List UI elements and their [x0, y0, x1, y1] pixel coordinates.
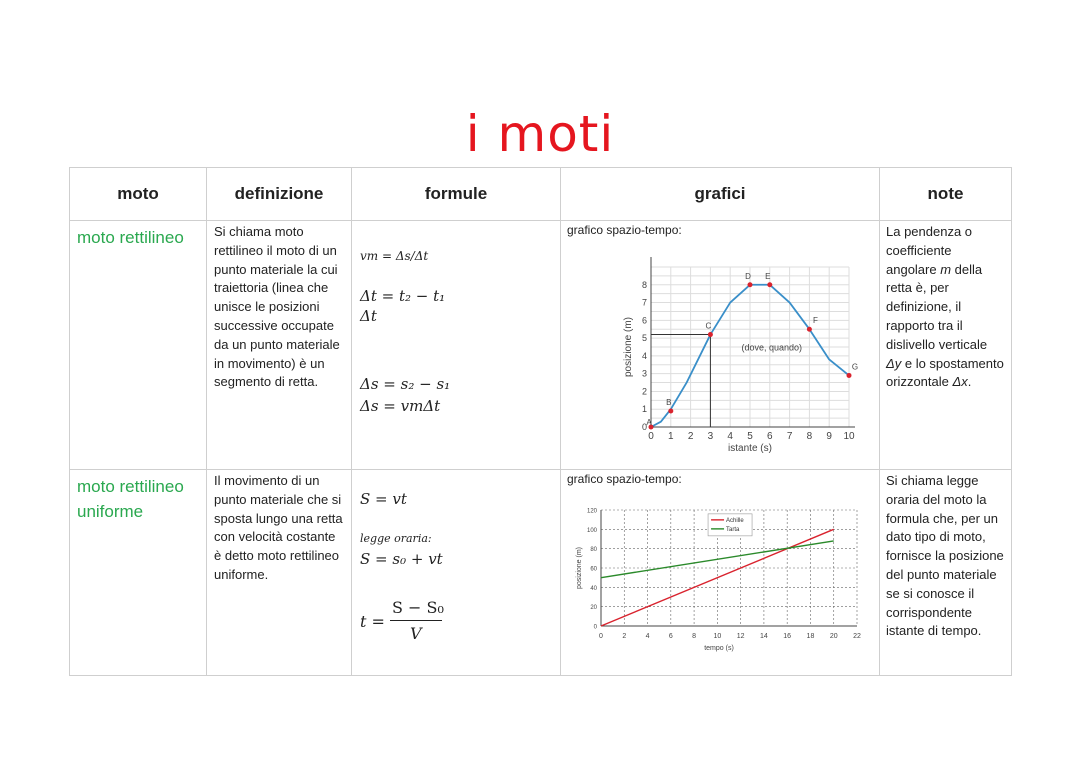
y-tick-label: 6 — [641, 315, 647, 326]
data-point — [748, 282, 753, 287]
formula-dt-2: Δt — [360, 307, 377, 325]
header-row — [70, 168, 1012, 221]
y-tick-label: 1 — [641, 404, 647, 415]
x-tick-label: 6 — [668, 633, 673, 640]
y-tick-label: 4 — [641, 350, 647, 361]
x-tick-label: 20 — [829, 633, 838, 640]
note-m: m — [940, 261, 952, 277]
x-tick-label: 2 — [622, 633, 627, 640]
y-tick-label: 60 — [590, 566, 597, 573]
point-label: D — [745, 271, 751, 281]
page-title: i moti — [465, 105, 615, 163]
moti-table — [69, 167, 1012, 676]
legend-label: Tarta — [726, 526, 740, 533]
header-formule: formule — [352, 168, 561, 221]
x-tick-label: 14 — [760, 633, 768, 640]
x-axis-label: istante (s) — [728, 443, 772, 454]
x-tick-label: 8 — [692, 633, 697, 640]
y-axis-label: posizione (m) — [576, 546, 583, 590]
formula-t-num: S − S₀ — [392, 598, 444, 617]
formule-cell — [352, 470, 561, 676]
formula-t-lhs: t = — [360, 612, 385, 631]
y-tick-label: 5 — [641, 333, 647, 344]
grafici-cell — [561, 221, 880, 470]
note-dy: Δy — [886, 355, 902, 371]
formula-svt: S = vt — [360, 490, 407, 508]
note-text: e lo spostamento orizzontale — [886, 355, 1004, 390]
y-tick-label: 7 — [641, 297, 647, 308]
y-tick-label: 120 — [586, 508, 597, 515]
y-axis-label: posizione (m) — [623, 316, 634, 378]
table-row — [70, 470, 1012, 676]
y-tick-label: 80 — [590, 547, 597, 554]
data-point — [767, 282, 772, 287]
formula-ds: Δs = s₂ − s₁ — [360, 375, 451, 393]
point-label: A — [646, 418, 652, 427]
definizione-cell: Il movimento di un punto materiale che si sposta lungo una retta con velocità costante è detto moto rettilineo uniforme. — [207, 470, 352, 676]
chart-achille-tarta — [571, 502, 871, 667]
grafici-cell — [561, 470, 880, 676]
data-point — [668, 409, 673, 414]
grafico-label: grafico spazio-tempo: — [567, 223, 682, 237]
x-tick-label: 1 — [668, 431, 674, 442]
note-text: La pendenza o coefficiente angolare — [886, 224, 973, 277]
note-text: della retta è, per definizione, il rapporto tra il dislivello verticale — [886, 261, 988, 352]
point-label: F — [812, 316, 818, 326]
header-moto: moto — [70, 168, 207, 221]
point-label: B — [666, 398, 672, 407]
x-tick-label: 7 — [786, 431, 793, 442]
y-tick-label: 0 — [641, 422, 647, 432]
formula-s0: S = s₀ + vt — [360, 550, 443, 568]
data-point — [807, 327, 812, 332]
x-tick-label: 2 — [687, 431, 694, 442]
point-label: E — [765, 271, 771, 281]
formule-cell — [352, 221, 561, 470]
y-tick-label: 100 — [586, 527, 597, 534]
point-label: C — [705, 321, 712, 331]
definizione-cell: Si chiama moto rettilineo il moto di un punto materiale la cui traiettoria (linea che unisce le posizioni successive occupate da un punto materiale in movimento) è un segmento di retta. — [207, 221, 352, 470]
header-grafici: grafici — [561, 168, 880, 221]
x-tick-label: 18 — [806, 633, 815, 640]
x-tick-label: 0 — [648, 431, 654, 442]
x-tick-label: 8 — [806, 431, 813, 442]
x-tick-label: 22 — [853, 633, 861, 640]
x-tick-label: 4 — [727, 431, 733, 442]
note-text: . — [967, 374, 972, 390]
formula-vm: vm = Δs/Δt — [360, 249, 429, 263]
data-point — [847, 373, 852, 378]
x-tick-label: 9 — [826, 431, 832, 442]
y-tick-label: 20 — [590, 605, 597, 612]
table-row — [70, 221, 1012, 470]
annotation: (dove, quando) — [741, 342, 803, 353]
moto-cell: moto rettilineo uniforme — [70, 470, 207, 676]
y-tick-label: 40 — [590, 585, 597, 592]
grafico-label: grafico spazio-tempo: — [567, 472, 682, 486]
x-tick-label: 0 — [599, 633, 603, 640]
point-label: G — [851, 362, 859, 372]
legge-oraria-label: legge oraria: — [360, 532, 432, 545]
x-tick-label: 6 — [767, 431, 773, 442]
x-tick-label: 4 — [645, 633, 650, 640]
x-tick-label: 5 — [747, 431, 753, 442]
header-definizione: definizione — [207, 168, 352, 221]
x-tick-label: 3 — [707, 431, 714, 442]
data-point — [708, 332, 713, 337]
y-tick-label: 8 — [641, 279, 647, 290]
chart-spazio-tempo — [571, 239, 871, 464]
note-cell: Si chiama legge oraria del moto la formula che, per un dato tipo di moto, fornisce la posizione del punto materiale se si conosce il corrispondente istante di tempo. — [880, 470, 1012, 676]
x-tick-label: 10 — [843, 431, 855, 442]
x-tick-label: 12 — [736, 633, 745, 640]
formula-dt: Δt = t₂ − t₁ — [360, 287, 446, 305]
note-cell — [880, 221, 1012, 470]
y-tick-label: 3 — [641, 368, 647, 379]
note-dx: Δx — [952, 374, 968, 390]
fraction-bar — [390, 620, 442, 621]
moto-cell: moto rettilineo — [70, 221, 207, 470]
x-tick-label: 16 — [783, 633, 792, 640]
y-tick-label: 0 — [593, 624, 597, 631]
x-tick-label: 10 — [713, 633, 722, 640]
formula-t-den: V — [410, 624, 422, 643]
formula-ds-2: Δs = vmΔt — [360, 397, 441, 415]
x-axis-label: tempo (s) — [704, 645, 734, 652]
legend-label: Achille — [726, 517, 744, 524]
header-note: note — [880, 168, 1012, 221]
y-tick-label: 2 — [641, 386, 647, 397]
